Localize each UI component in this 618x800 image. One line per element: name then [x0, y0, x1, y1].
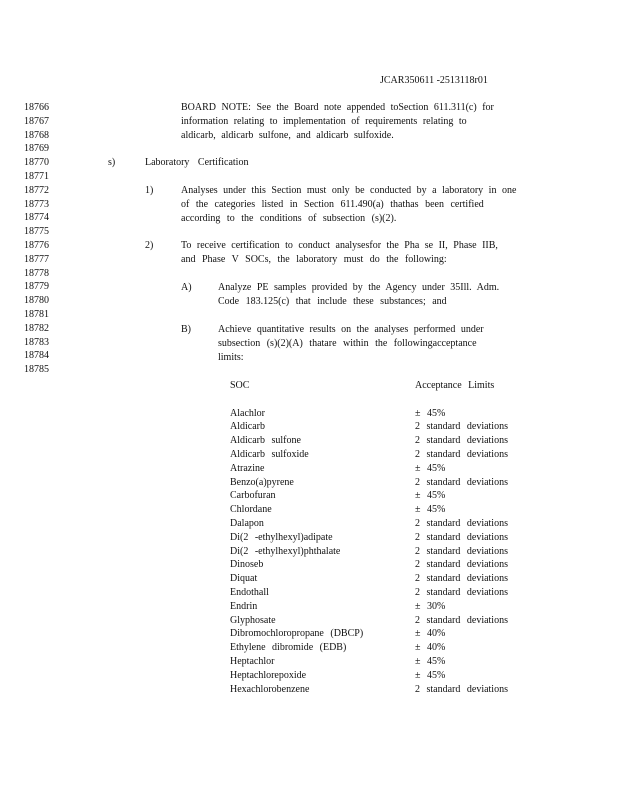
board-note-line: aldicarb, aldicarb sulfone, and aldicarb sulfoxide.: [181, 129, 394, 141]
line-number: 18773: [24, 198, 49, 210]
acceptance-limit: ± 45%: [415, 490, 446, 502]
table-row: [230, 545, 530, 559]
soc-name: Atrazine: [230, 462, 265, 474]
soc-name: Aldicarb sulfone: [230, 435, 301, 447]
soc-name: Ethylene dibromide (EDB): [230, 642, 347, 654]
acceptance-limit: ± 45%: [415, 655, 446, 667]
table-row: [230, 448, 530, 462]
item-b-line: limits:: [218, 351, 244, 363]
line-number: 18781: [24, 308, 49, 320]
table-row: [230, 489, 530, 503]
item-1-text: [181, 184, 541, 225]
line-number: 18775: [24, 226, 49, 238]
table-row: [230, 503, 530, 517]
line-number: 18780: [24, 295, 49, 307]
table-body: [230, 407, 530, 697]
board-note: [181, 101, 531, 142]
line-number: 18777: [24, 253, 49, 265]
soc-name: Alachlor: [230, 407, 265, 419]
item-b-text: [218, 323, 510, 364]
soc-name: Dibromochloropropane (DBCP): [230, 628, 364, 640]
table-row: [230, 600, 530, 614]
soc-name: Heptachlor: [230, 655, 275, 667]
table-row: [230, 420, 530, 434]
table-header-row: [230, 379, 530, 393]
line-number-column: [24, 101, 49, 377]
acceptance-limits-table: [230, 379, 530, 696]
board-note-line: BOARD NOTE: See the Board note appended toSection 611.311(c) for: [181, 102, 494, 113]
item-a-label: A): [181, 282, 192, 293]
line-number: 18776: [24, 239, 49, 251]
soc-name: Endrin: [230, 600, 258, 612]
item-b-label: B): [181, 324, 191, 335]
acceptance-limit: 2 standard deviations: [415, 421, 508, 433]
soc-name: Benzo(a)pyrene: [230, 476, 294, 488]
item-2-text: [181, 239, 526, 267]
line-number: 18782: [24, 322, 49, 334]
table-row: [230, 462, 530, 476]
item-1-line: according to the conditions of subsection (s)(2).: [181, 212, 397, 224]
acceptance-limit: ± 40%: [415, 642, 446, 654]
table-row: [230, 572, 530, 586]
soc-name: Di(2 -ethylhexyl)adipate: [230, 531, 333, 543]
soc-name: Aldicarb: [230, 421, 265, 433]
acceptance-limit: 2 standard deviations: [415, 448, 508, 460]
table-row: [230, 558, 530, 572]
line-number: 18785: [24, 364, 49, 376]
table-row: [230, 627, 530, 641]
board-note-line: information relating to implementation of requirements relating to: [181, 115, 467, 127]
acceptance-limit: ± 45%: [415, 669, 446, 681]
table-row: [230, 669, 530, 683]
line-number: 18771: [24, 170, 49, 182]
item-2-line: To receive certification to conduct analysesfor the Pha se II, Phase IIB,: [181, 240, 498, 251]
acceptance-limit: ± 45%: [415, 462, 446, 474]
item-2-label: 2): [145, 240, 154, 251]
soc-name: Aldicarb sulfoxide: [230, 448, 309, 460]
table-row: [230, 434, 530, 448]
soc-name: Dinoseb: [230, 559, 264, 571]
acceptance-limit: 2 standard deviations: [415, 614, 508, 626]
soc-name: Glyphosate: [230, 614, 276, 626]
acceptance-limit: 2 standard deviations: [415, 517, 508, 529]
acceptance-limit: 2 standard deviations: [415, 683, 508, 695]
item-1-line: Analyses under this Section must only be conducted by a laboratory in one: [181, 185, 517, 196]
soc-name: Dalapon: [230, 517, 264, 529]
section-s-title: Laboratory Certification: [145, 157, 249, 168]
table-row: [230, 683, 530, 697]
soc-name: Heptachlorepoxide: [230, 669, 307, 681]
acceptance-limit: 2 standard deviations: [415, 435, 508, 447]
line-number: 18778: [24, 267, 49, 279]
item-1-line: of the categories listed in Section 611.490(a) thathas been certified: [181, 198, 484, 210]
line-number: 18768: [24, 129, 49, 141]
column-header-limits: Acceptance Limits: [415, 380, 495, 391]
soc-name: Chlordane: [230, 504, 272, 516]
line-number: 18774: [24, 212, 49, 224]
table-row: [230, 586, 530, 600]
table-row: [230, 614, 530, 628]
document-id-header: JCAR350611 -2513118r01: [380, 75, 488, 86]
acceptance-limit: 2 standard deviations: [415, 559, 508, 571]
soc-name: Endothall: [230, 586, 269, 598]
soc-name: Carbofuran: [230, 490, 276, 502]
acceptance-limit: 2 standard deviations: [415, 586, 508, 598]
line-number: 18766: [24, 102, 49, 113]
line-number: 18784: [24, 350, 49, 362]
acceptance-limit: 2 standard deviations: [415, 573, 508, 585]
item-a-text: [218, 281, 523, 309]
table-row: [230, 517, 530, 531]
line-number: 18770: [24, 157, 49, 169]
acceptance-limit: ± 30%: [415, 600, 446, 612]
acceptance-limit: ± 40%: [415, 628, 446, 640]
table-row: [230, 476, 530, 490]
table-row: [230, 531, 530, 545]
line-number: 18772: [24, 184, 49, 196]
item-b-line: Achieve quantitative results on the analyses performed under: [218, 324, 484, 335]
line-number: 18767: [24, 115, 49, 127]
line-number: 18783: [24, 336, 49, 348]
item-b-line: subsection (s)(2)(A) thatare within the followingacceptance: [218, 337, 477, 349]
table-row: [230, 641, 530, 655]
section-s-label: s): [108, 157, 116, 168]
soc-name: Di(2 -ethylhexyl)phthalate: [230, 545, 341, 557]
table-row: [230, 407, 530, 421]
item-2-line: and Phase V SOCs, the laboratory must do the following:: [181, 253, 447, 265]
line-number: 18779: [24, 281, 49, 293]
column-header-soc: SOC: [230, 380, 250, 391]
acceptance-limit: 2 standard deviations: [415, 531, 508, 543]
acceptance-limit: ± 45%: [415, 504, 446, 516]
item-a-line: Code 183.125(c) that include these substances; and: [218, 295, 447, 307]
soc-name: Hexachlorobenzene: [230, 683, 310, 695]
line-number: 18769: [24, 143, 49, 155]
acceptance-limit: ± 45%: [415, 407, 446, 419]
item-1-label: 1): [145, 185, 154, 196]
acceptance-limit: 2 standard deviations: [415, 545, 508, 557]
soc-name: Diquat: [230, 573, 258, 585]
acceptance-limit: 2 standard deviations: [415, 476, 508, 488]
table-row: [230, 655, 530, 669]
item-a-line: Analyze PE samples provided by the Agency under 35Ill. Adm.: [218, 282, 500, 293]
